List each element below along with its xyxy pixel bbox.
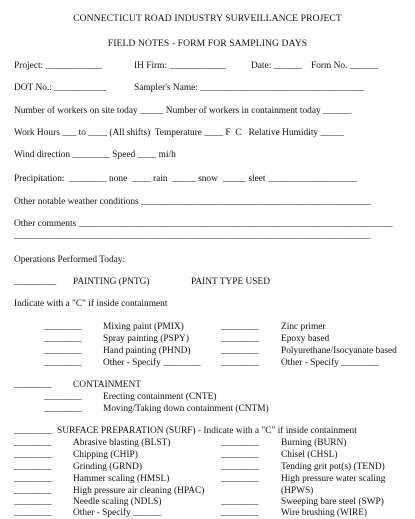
air-cleaning-blank[interactable]: ________ xyxy=(14,486,52,496)
other-painting-blank[interactable]: ________ xyxy=(44,358,82,368)
hammer-scaling-blank[interactable]: ________ xyxy=(14,474,52,484)
work-hours-field[interactable]: Work Hours ___ to ____ (All shifts) Temperature ____ F C Relative Humidity _____ xyxy=(14,128,344,138)
containment-note: Indicate with a "C" if inside containment xyxy=(14,299,168,309)
mixing-paint-label: Mixing paint (PMIX) xyxy=(103,322,184,332)
blasting-label: Abrasive blasting (BLST) xyxy=(73,438,171,448)
surface-prep-blank[interactable]: ________ xyxy=(14,426,52,436)
grit-pot-label: Tending grit pot(s) (TEND) xyxy=(281,462,385,472)
burning-label: Burning (BURN) xyxy=(281,438,347,448)
form-no-field[interactable]: Form No. ______ xyxy=(311,61,378,71)
other-paint-blank[interactable]: ________ xyxy=(221,358,259,368)
blasting-blank[interactable]: ________ xyxy=(14,438,52,448)
hammer-scaling-label: Hammer scaling (HMSL) xyxy=(73,474,170,484)
wire-brushing-blank[interactable]: ________ xyxy=(221,508,259,518)
grinding-blank[interactable]: ________ xyxy=(14,462,52,472)
zinc-primer-blank[interactable]: ________ xyxy=(221,322,259,332)
painting-blank[interactable]: _________ xyxy=(14,277,57,287)
sweeping-blank[interactable]: ________ xyxy=(221,497,259,507)
epoxy-blank[interactable]: ________ xyxy=(221,334,259,344)
surface-prep-label: SURFACE PREPARATION (SURF) - Indicate with a "C" if inside containment xyxy=(57,426,357,436)
other-comments-field[interactable]: Other comments ___________________________________________________________________ xyxy=(14,219,393,229)
chipping-label: Chipping (CHIP) xyxy=(73,450,138,460)
other-surface-label[interactable]: Other - Specify ______ xyxy=(73,508,162,518)
sweeping-label: Sweeping bare steel (SWP) xyxy=(281,497,384,507)
comments-continuation-line[interactable]: ____________________________________________________________________________ xyxy=(14,231,371,241)
workers-field[interactable]: Number of workers on site today _____ Number of workers in containment today ______ xyxy=(14,106,352,116)
hand-painting-label: Hand painting (PHND) xyxy=(103,346,191,356)
date-field[interactable]: Date: ______ xyxy=(251,61,302,71)
chisel-blank[interactable]: ________ xyxy=(221,450,259,460)
water-scaling-label: High pressure water scaling xyxy=(281,474,386,484)
other-painting-label[interactable]: Other - Specify ________ xyxy=(103,358,201,368)
other-paint-label[interactable]: Other - Specify ________ xyxy=(281,358,379,368)
epoxy-label: Epoxy based xyxy=(281,334,330,344)
grinding-label: Grinding (GRND) xyxy=(73,462,143,472)
polyurethane-blank[interactable]: ________ xyxy=(221,346,259,356)
ih-firm-field[interactable]: IH Firm: ____________ xyxy=(134,61,226,71)
grit-pot-blank[interactable]: ________ xyxy=(221,462,259,472)
other-weather-field[interactable]: Other notable weather conditions _________________________________________________ xyxy=(14,197,371,207)
spray-painting-blank[interactable]: ________ xyxy=(44,334,82,344)
chisel-label: Chisel (CHSL) xyxy=(281,450,338,460)
water-scaling-code: (HPWS) xyxy=(281,486,314,496)
spray-painting-label: Spray painting (PSPY) xyxy=(103,334,189,344)
painting-label: PAINTING (PNTG) xyxy=(73,277,150,287)
form-title: CONNECTICUT ROAD INDUSTRY SURVEILLANCE PROJECT xyxy=(73,13,342,24)
erecting-containment-blank[interactable]: ________ xyxy=(44,392,82,402)
water-scaling-blank[interactable]: ________ xyxy=(221,474,259,484)
paint-type-label: PAINT TYPE USED xyxy=(191,277,271,287)
sampler-name-field[interactable]: Sampler's Name: ___________________________________ xyxy=(134,83,365,93)
erecting-containment-label: Erecting containment (CNTE) xyxy=(103,392,217,402)
air-cleaning-label: High pressure air cleaning (HPAC) xyxy=(73,486,205,496)
burning-blank[interactable]: ________ xyxy=(221,438,259,448)
hand-painting-blank[interactable]: ________ xyxy=(44,346,82,356)
project-field[interactable]: Project: ____________ xyxy=(14,61,102,71)
moving-containment-blank[interactable]: ________ xyxy=(44,404,82,414)
precipitation-field[interactable]: Precipitation: ________ none ____ rain _____ snow _____ sleet ___________________ xyxy=(14,174,357,184)
needle-scaling-blank[interactable]: ________ xyxy=(14,497,52,507)
moving-containment-label: Moving/Taking down containment (CNTM) xyxy=(103,404,269,414)
form-subtitle: FIELD NOTES - FORM FOR SAMPLING DAYS xyxy=(107,38,308,49)
containment-label: CONTAINMENT xyxy=(73,380,141,390)
zinc-primer-label: Zinc primer xyxy=(281,322,326,332)
operations-heading: Operations Performed Today: xyxy=(14,255,126,265)
needle-scaling-label: Needle scaling (NDLS) xyxy=(73,497,162,507)
other-surface-blank[interactable]: ________ xyxy=(14,508,52,518)
wire-brushing-label: Wire brushing (WIRE) xyxy=(281,508,368,518)
chipping-blank[interactable]: ________ xyxy=(14,450,52,460)
containment-blank[interactable]: ________ xyxy=(14,380,52,390)
dot-no-field[interactable]: DOT No.: ___________ xyxy=(14,83,106,93)
wind-field[interactable]: Wind direction ________ Speed ____ mi/h xyxy=(14,150,176,160)
mixing-paint-blank[interactable]: ________ xyxy=(44,322,82,332)
polyurethane-label: Polyurethane/Isocyanate based xyxy=(281,346,397,356)
